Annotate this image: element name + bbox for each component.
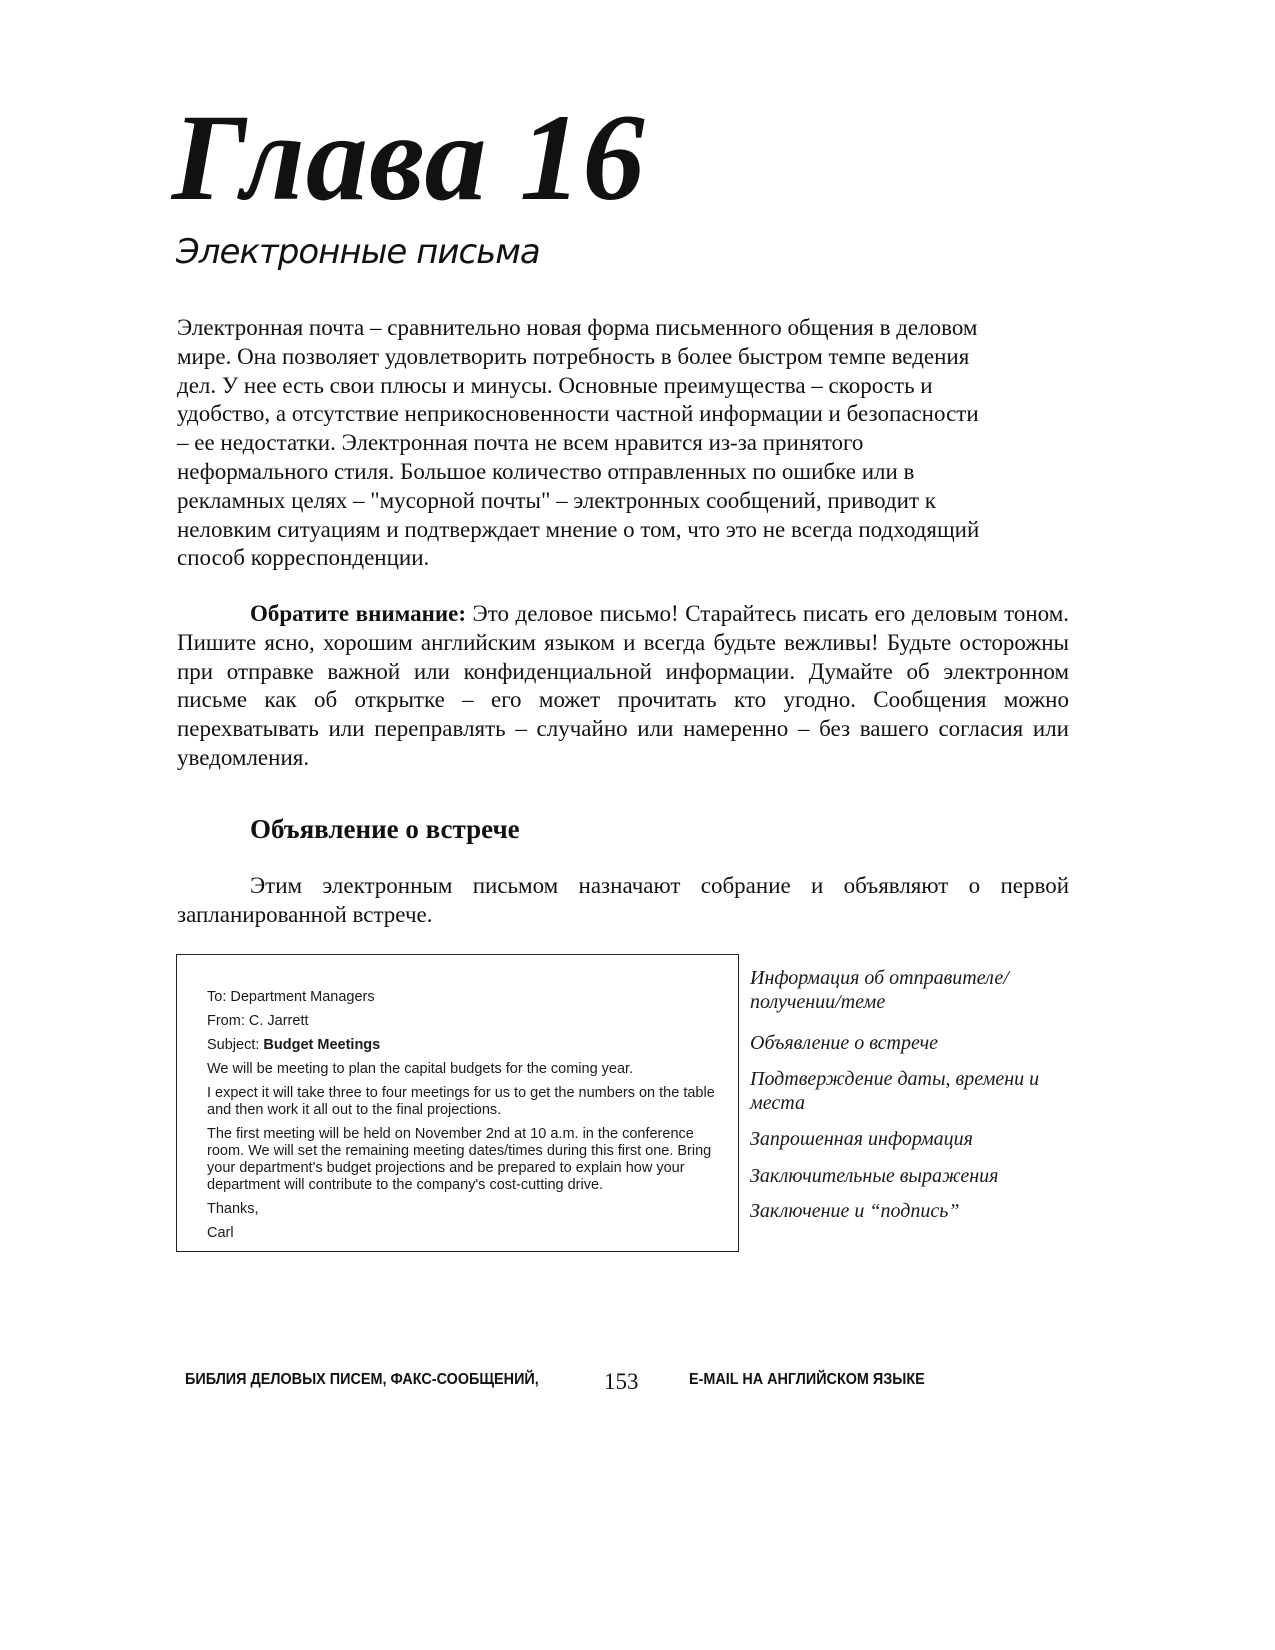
annotation-signature: Заключение и “подпись” xyxy=(750,1200,960,1222)
intro-line: способ корреспонденции. xyxy=(177,545,430,571)
annotation-requested-info: Запрошенная информация xyxy=(750,1128,973,1150)
email-subject xyxy=(207,1037,717,1054)
email-example-box xyxy=(176,954,739,1252)
intro-line: удобство, а отсутствие неприкосновенности частной информации и безопасности xyxy=(177,401,979,427)
section-heading: Объявление о встрече xyxy=(250,814,520,844)
intro-line: неловким ситуациям и подтверждает мнение о том, что это не всегда подходящий xyxy=(177,516,980,542)
intro-line: рекламных целях – "мусорной почты" – электронных сообщений, приводит к xyxy=(177,487,936,513)
annotation-sender-info: Информация об отправителе/получении/теме xyxy=(750,967,1009,1013)
chapter-title: Глава 16 xyxy=(172,89,646,226)
email-paragraph-2: I expect it will take three to four meetings for us to get the numbers on the table and then work it all out to the final projections. xyxy=(207,1085,715,1118)
intro-line: неформального стиля. Большое количество отправленных по ошибке или в xyxy=(177,458,915,484)
chapter-subtitle: Электронные письма xyxy=(176,232,540,272)
footer-book-subtitle: E-MAIL НА АНГЛИЙСКОМ ЯЗЫКЕ xyxy=(689,1371,925,1388)
intro-line: Электронная почта – сравнительно новая форма письменного общения в деловом xyxy=(177,315,978,340)
intro-paragraph xyxy=(177,314,1067,573)
email-to: To: Department Managers xyxy=(207,989,375,1005)
annotation-closing-phrases: Заключительные выражения xyxy=(750,1165,999,1187)
note-text: Это деловое письмо! Старайтесь писать его деловым тоном. Пишите ясно, хорошим английским языком и всегда будьте вежливы! Будьте осторожны при отправке важной или конфиденциальной информации. Думайте об электронном письме как об открытке – его может прочитать кто угодно. Сообщения можно перехватывать или переправлять – случайно или намеренно – без вашего согласия или уведомления. xyxy=(177,601,1069,770)
email-signature: Carl xyxy=(207,1225,234,1241)
intro-line: – ее недостатки. Электронная почта не всем нравится из-за принятого xyxy=(177,430,864,456)
section-intro: Этим электронным письмом назначают собрание и объявляют о первой запланированной встрече. xyxy=(177,873,1069,927)
page-number: 153 xyxy=(604,1369,639,1394)
email-subject-value: Budget Meetings xyxy=(263,1037,381,1053)
note-label: Обратите внимание: xyxy=(250,601,466,626)
footer-book-title: БИБЛИЯ ДЕЛОВЫХ ПИСЕМ, ФАКС-СООБЩЕНИЙ, xyxy=(185,1371,539,1388)
intro-line: мире. Она позволяет удовлетворить потребность в более быстром темпе ведения xyxy=(177,343,970,369)
annotation-meeting-announcement: Объявление о встрече xyxy=(750,1032,939,1054)
email-closing: Thanks, xyxy=(207,1201,259,1217)
email-subject-label: Subject: xyxy=(207,1037,264,1053)
email-paragraph-1: We will be meeting to plan the capital budgets for the coming year. xyxy=(207,1061,634,1077)
email-paragraph-3: The first meeting will be held on November 2nd at 10 a.m. in the conference room. We will set the remaining meeting dates/times during this first one. Bring your department's budget projections and be prepared to explain how your department will contribute to the company's cost-cutting drive. xyxy=(207,1126,712,1193)
email-from: From: C. Jarrett xyxy=(207,1013,309,1029)
note-paragraph xyxy=(177,600,1069,773)
annotation-date-confirmation: Подтверждение даты, времени и места xyxy=(750,1068,1040,1114)
intro-line: дел. У нее есть свои плюсы и минусы. Основные преимущества – скорость и xyxy=(177,372,933,398)
